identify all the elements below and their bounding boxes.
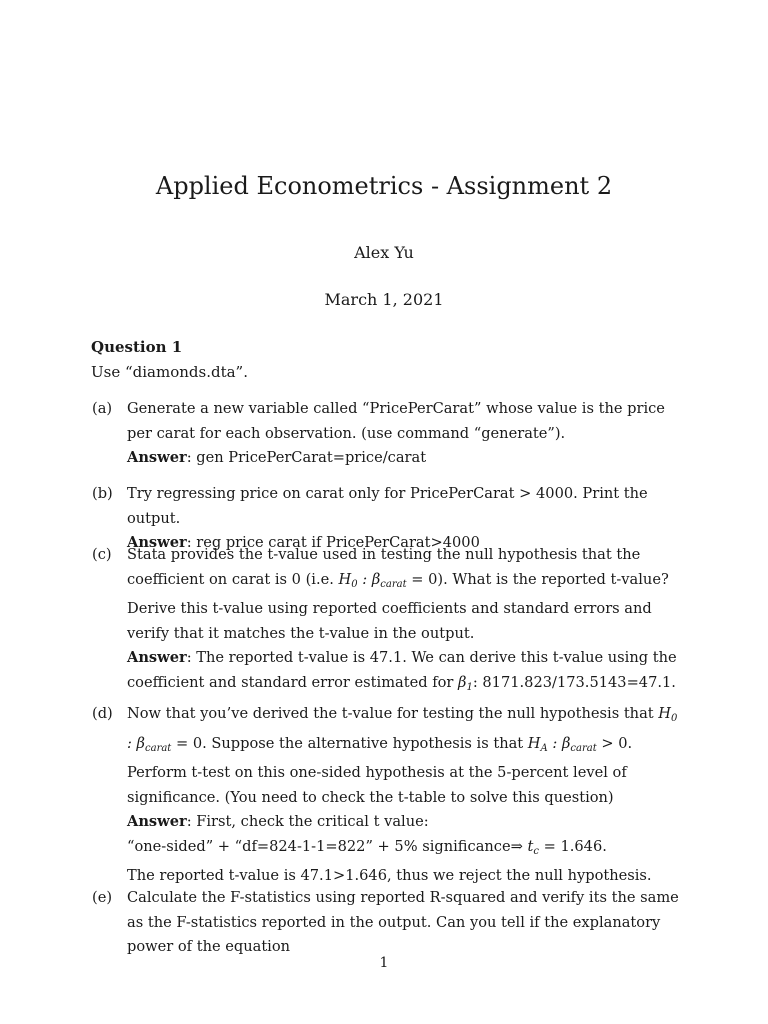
math-beta: : β (127, 734, 145, 752)
answer-text: : gen PricePerCarat=price/carat (186, 449, 427, 466)
math-beta: β (458, 673, 467, 691)
answer-text: : The reported t-value is 47.1. We can derive this t-value using the coefficient and standard error estimated for (127, 649, 677, 691)
item-text: Now that you’ve derived the t-value for testing the null hypothesis that (127, 705, 659, 722)
item-label: (d) (92, 705, 113, 722)
math-t: t (527, 837, 534, 855)
item-text: Try regressing price on carat only for PricePerCarat > 4000. Print the output. (127, 485, 648, 527)
item-text: Calculate the F-statistics using reported R-squared and verify its the same as the F-statistics reported in the output. Can you tell if the explanatory power of the equation (127, 889, 679, 955)
document-author: Alex Yu (354, 243, 414, 262)
math-h: H (527, 734, 541, 752)
math-sub: 1 (466, 681, 473, 693)
answer-text: : reg price carat if PricePerCarat>4000 (186, 534, 480, 551)
math-sub: 0 (351, 578, 358, 590)
math-eq: = 0. (171, 734, 207, 752)
math-eq: = 1.646. (538, 837, 607, 855)
math-h: H (338, 570, 352, 588)
math-sub: carat (570, 742, 597, 754)
math-eq: > 0 (596, 734, 628, 752)
answer-text: “one-sided” + “df=824-1-1=822” + 5% significance⇒ (127, 837, 528, 855)
item-d (92, 702, 682, 889)
item-a (92, 397, 682, 471)
item-text: ). What is the reported t-value? Derive this t-value using reported coefficients and standard errors and verify that it matches the t-value in the output. (127, 570, 669, 642)
answer-label: Answer (127, 449, 187, 466)
item-label: (c) (92, 546, 112, 563)
math-sub: carat (145, 742, 172, 754)
page-number: 1 (379, 955, 389, 971)
math-sub: 0 (671, 713, 678, 724)
item-c (92, 543, 682, 700)
question-intro: Use “diamonds.dta”. (91, 363, 248, 381)
item-label: (e) (92, 889, 113, 906)
item-text: . Perform t-test on this one-sided hypothesis at the 5-percent level of significance. (You need to check the t-table to solve this question) (127, 734, 633, 806)
answer-text: The reported t-value is 47.1>1.646, thus we reject the null hypothesis. (127, 867, 652, 884)
item-text: Generate a new variable called “PricePerCarat” whose value is the price per carat for each observation. (use command “generate”). (127, 400, 665, 442)
answer-label: Answer (127, 534, 187, 551)
answer-label: Answer (127, 649, 187, 666)
math-sub: A (540, 742, 548, 754)
item-label: (b) (92, 485, 113, 502)
document-date: March 1, 2021 (324, 290, 444, 309)
math-eq: = 0 (406, 570, 438, 588)
math-sub: c (533, 845, 539, 857)
math-beta: : β (357, 570, 381, 588)
math-beta: : β (547, 734, 571, 752)
item-text: Suppose the alternative hypothesis is that (206, 734, 528, 752)
answer-label: Answer (127, 813, 187, 830)
item-label: (a) (92, 400, 113, 417)
math-sub: carat (380, 578, 407, 590)
question-heading: Question 1 (91, 338, 183, 356)
answer-text: : First, check the critical t value: (186, 813, 429, 830)
item-e (92, 886, 682, 960)
math-h: H (658, 705, 672, 722)
document-title: Applied Econometrics - Assignment 2 (155, 172, 613, 200)
answer-text: : 8171.823/173.5143=47.1. (472, 673, 676, 691)
item-text: Stata provides the t-value used in testing the null hypothesis that the coefficient on carat is 0 (i.e. (127, 546, 641, 588)
